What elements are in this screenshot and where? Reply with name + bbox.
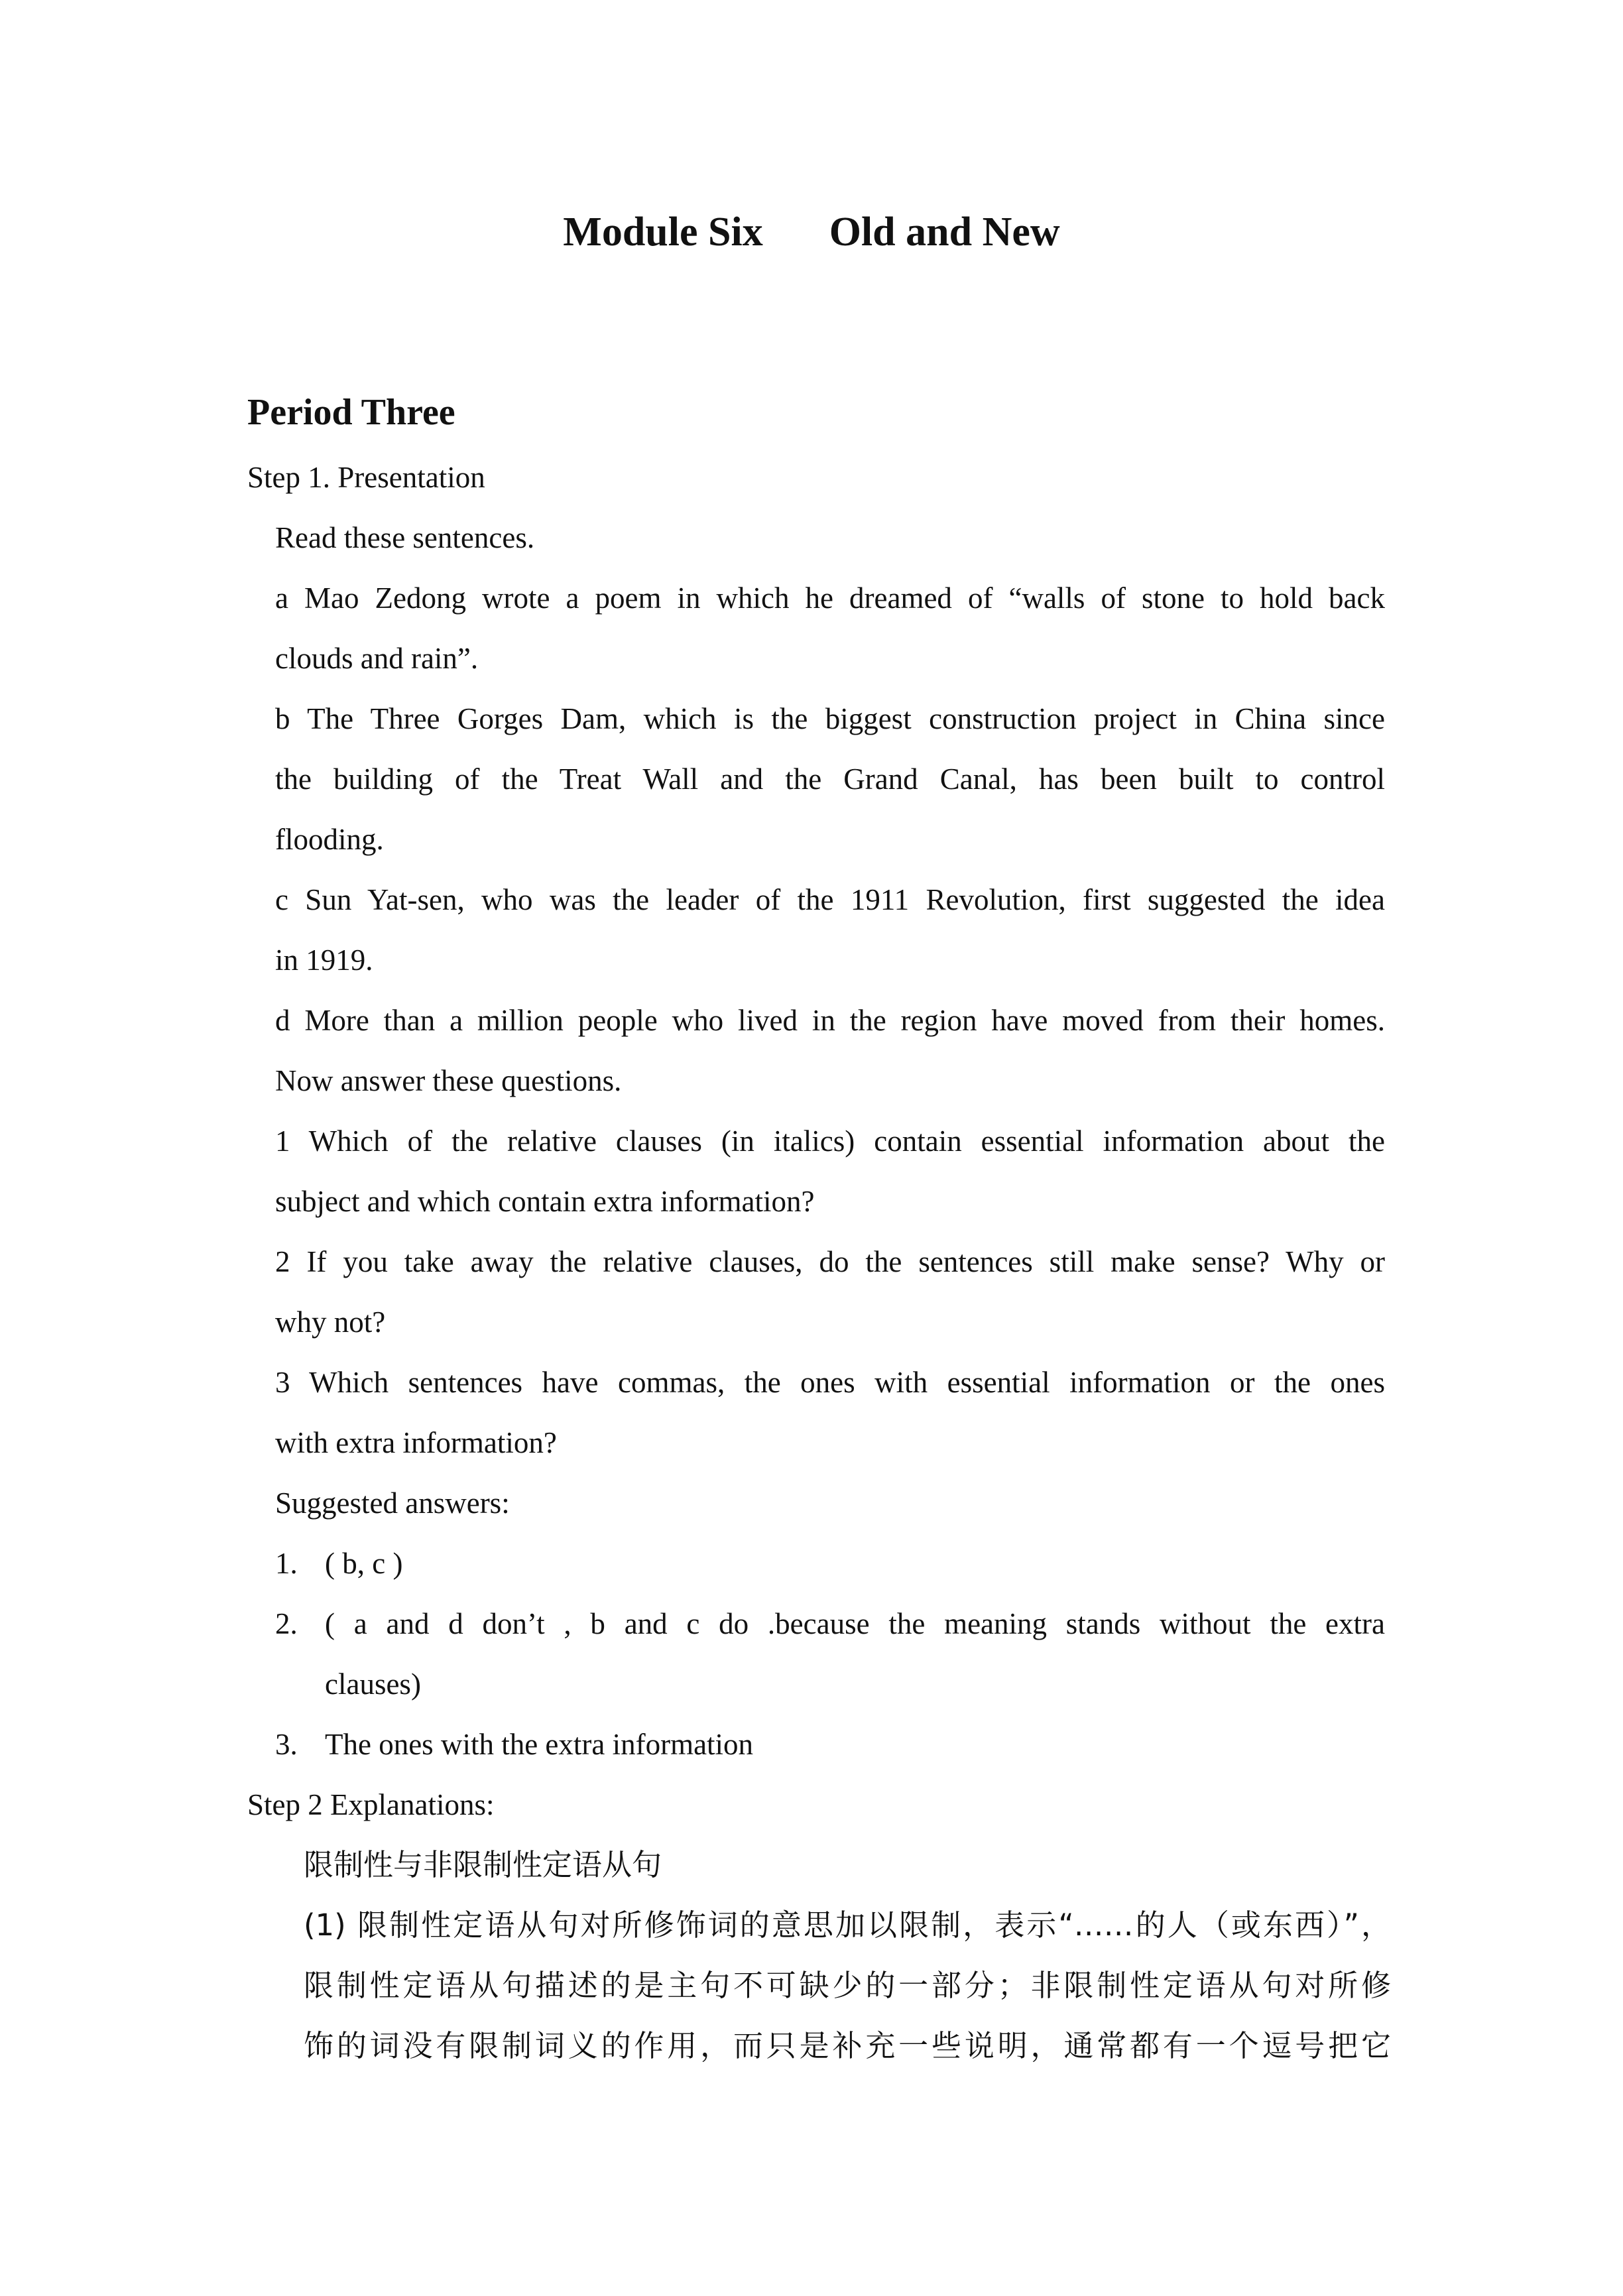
step2-para1-line1: (1) 限制性定语从句对所修饰词的意思加以限制，表示“……的人（或东西）”， bbox=[304, 1907, 1391, 1943]
sentence-b-line3: flooding. bbox=[275, 823, 384, 856]
answer-2-line2: clauses) bbox=[325, 1667, 421, 1701]
step2-para1-line2: 限制性定语从句描述的是主句不可缺少的一部分；非限制性定语从句对所修 bbox=[304, 1968, 1391, 2003]
question-3-line1: 3 Which sentences have commas, the ones with essential information or the ones bbox=[275, 1366, 1385, 1399]
question-1-line1: 1 Which of the relative clauses (in italics) contain essential information about the bbox=[275, 1124, 1385, 1158]
step1-intro: Read these sentences. bbox=[275, 521, 535, 554]
question-2-line1: 2 If you take away the relative clauses, do the sentences still make sense? Why or bbox=[275, 1245, 1385, 1278]
question-3-line2: with extra information? bbox=[275, 1426, 557, 1459]
question-1-line2: subject and which contain extra information? bbox=[275, 1185, 815, 1218]
answer-2-line1: ( a and d don’t , b and c do .because the meaning stands without the extra bbox=[325, 1607, 1385, 1640]
answer-1: ( b, c ) bbox=[325, 1547, 403, 1580]
sentence-a-line2: clouds and rain”. bbox=[275, 642, 479, 675]
answer-3-number: 3. bbox=[275, 1728, 298, 1761]
title-topic: Old and New bbox=[829, 210, 1060, 255]
sentence-b-line2: the building of the Treat Wall and the Grand Canal, has been built to control bbox=[275, 762, 1385, 796]
step1-heading: Step 1. Presentation bbox=[247, 461, 485, 494]
sentence-d: d More than a million people who lived in the region have moved from their homes. bbox=[275, 1004, 1385, 1037]
period-heading: Period Three bbox=[247, 392, 455, 433]
sentence-b-line1: b The Three Gorges Dam, which is the biggest construction project in China since bbox=[275, 702, 1385, 735]
document-title bbox=[0, 206, 1623, 259]
step2-subheading: 限制性与非限制性定语从句 bbox=[304, 1847, 662, 1882]
sentence-a-line1: a Mao Zedong wrote a poem in which he dreamed of “walls of stone to hold back bbox=[275, 581, 1385, 615]
answer-1-number: 1. bbox=[275, 1547, 298, 1580]
sentence-c-line2: in 1919. bbox=[275, 943, 373, 977]
question-2-line2: why not? bbox=[275, 1305, 386, 1339]
title-module: Module Six bbox=[563, 210, 763, 255]
answer-3: The ones with the extra information bbox=[325, 1728, 754, 1761]
suggested-answers-heading: Suggested answers: bbox=[275, 1486, 510, 1520]
sentence-c-line1: c Sun Yat-sen, who was the leader of the 1911 Revolution, first suggested the idea bbox=[275, 883, 1385, 916]
answer-2-number: 2. bbox=[275, 1607, 298, 1640]
step2-heading: Step 2 Explanations: bbox=[247, 1788, 495, 1821]
step2-para1-line3: 饰的词没有限制词义的作用，而只是补充一些说明，通常都有一个逗号把它 bbox=[304, 2028, 1391, 2063]
questions-intro: Now answer these questions. bbox=[275, 1064, 622, 1097]
